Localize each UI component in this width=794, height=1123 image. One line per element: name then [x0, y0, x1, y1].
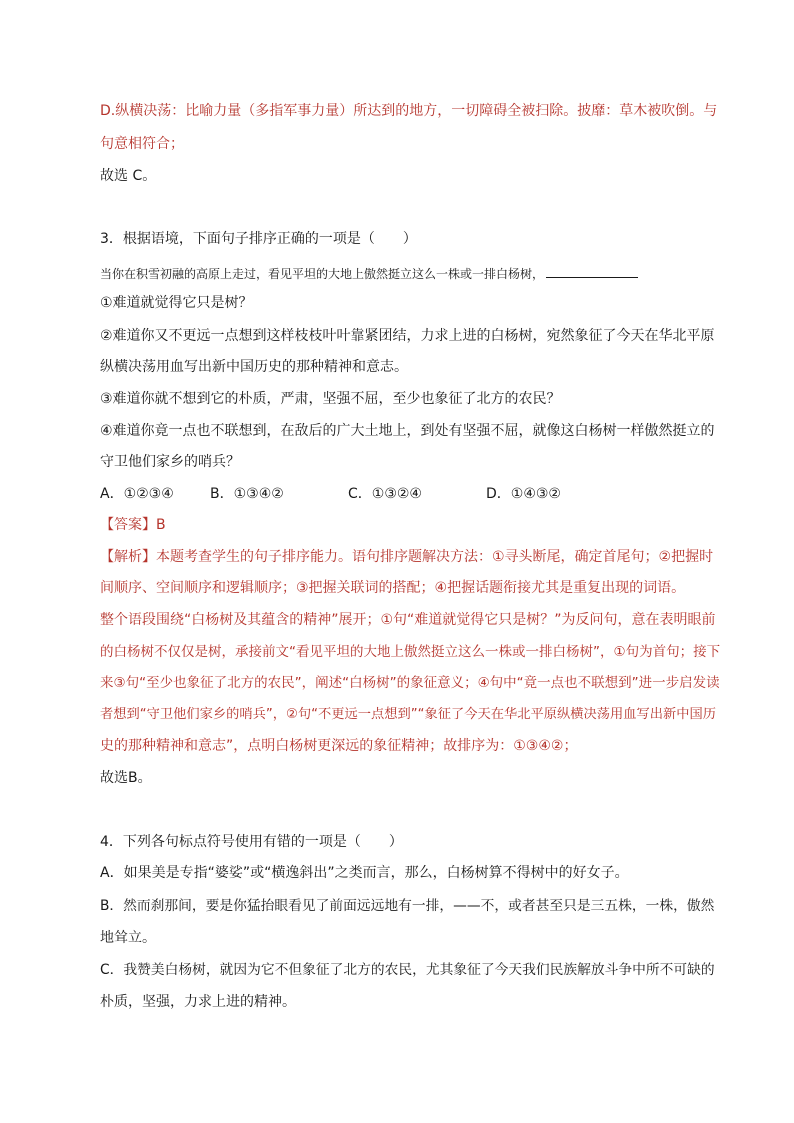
- q3-analysis-line5: 来③句“至少也象征了北方的农民”，阐述“白杨树”的象征意义；④句中“竟一点也不联想到”进一步启发读: [100, 675, 720, 691]
- q4-option-b-line1: B．然而刹那间，要是你猛抬眼看见了前面远远地有一排，——不，或者甚至只是三五株，一株，傲然: [100, 898, 715, 914]
- q3-option-c: C．①③②④: [348, 486, 422, 502]
- q3-analysis-line2: 间顺序、空间顺序和逻辑顺序；③把握关联词的搭配；④把握话题衔接尤其是重复出现的词语。: [100, 580, 686, 596]
- q3-option-d: D．①④③②: [486, 486, 561, 502]
- q3-sentence-3: ③难道你就不想到它的朴质，严肃，坚强不屈，至少也象征了北方的农民？: [100, 391, 561, 407]
- q3-analysis-line6: 者想到“守卫他们家乡的哨兵”，②句“不更远一点想到”“象征了今天在华北平原纵横决荡用血写出新中国历: [100, 707, 716, 722]
- q3-conclusion: 故选B。: [100, 770, 152, 786]
- q3-sentence-1: ①难道就觉得它只是树？: [100, 295, 253, 311]
- q2-option-d-explanation-line1: D.纵横决荡：比喻力量（多指军事力量）所达到的地方，一切障碍全被扫除。披靡：草木被吹倒。与: [100, 103, 718, 119]
- q3-sentence-4-line2: 守卫他们家乡的哨兵？: [100, 454, 240, 470]
- q3-sentence-2-line1: ②难道你又不更远一点想到这样枝枝叶叶靠紧团结，力求上进的白杨树，宛然象征了今天在华北平原: [100, 328, 715, 344]
- q3-sentence-2-line2: 纵横决荡用血写出新中国历史的那种精神和意志。: [100, 359, 408, 375]
- q4-option-a: A．如果美是专指“婆娑”或“横逸斜出”之类而言，那么，白杨树算不得树中的好女子。: [100, 865, 629, 881]
- q3-analysis-line7: 史的那种精神和意志”，点明白杨树更深远的象征精神；故排序为：①③④②；: [100, 738, 578, 754]
- q4-option-c-line1: C．我赞美白杨树，就因为它不但象征了北方的农民，尤其象征了今天我们民族解放斗争中所不可缺的: [100, 962, 715, 978]
- q3-analysis-line4: 的白杨树不仅仅是树，承接前文“看见平坦的大地上傲然挺立这么一株或一排白杨树”，①句为首句；接下: [100, 644, 721, 660]
- q3-analysis-line1: 【解析】本题考查学生的句子排序能力。语句排序题解决方法：①寻头断尾，确定首尾句；②把握时: [100, 549, 714, 565]
- q2-option-d-explanation-line2: 句意相符合；: [100, 136, 184, 152]
- q3-context: [100, 263, 720, 284]
- q3-option-b: B．①③④②: [210, 486, 284, 502]
- q4-stem: 4．下列各句标点符号使用有错的一项是（ ）: [100, 834, 403, 850]
- q3-analysis-line3: 整个语段围绕“白杨树及其蕴含的精神”展开；①句“难道就觉得它只是树？”为反问句，意在表明眼前: [100, 612, 716, 628]
- q3-answer: 【答案】B: [100, 517, 166, 533]
- q3-blank: [546, 263, 638, 278]
- q3-option-a: A．①②③④: [100, 486, 174, 502]
- q2-conclusion: 故选 C。: [100, 168, 157, 184]
- q3-sentence-4-line1: ④难道你竟一点也不联想到，在敌后的广大土地上，到处有坚强不屈，就像这白杨树一样傲然挺立的: [100, 423, 715, 439]
- q4-option-b-line2: 地耸立。: [100, 930, 156, 946]
- q3-stem: 3．根据语境，下面句子排序正确的一项是（ ）: [100, 231, 417, 247]
- q3-context-text: 当你在积雪初融的高原上走过，看见平坦的大地上傲然挺立这么一株或一排白杨树，: [100, 267, 545, 281]
- q4-option-c-line2: 朴质，坚强，力求上进的精神。: [100, 994, 296, 1010]
